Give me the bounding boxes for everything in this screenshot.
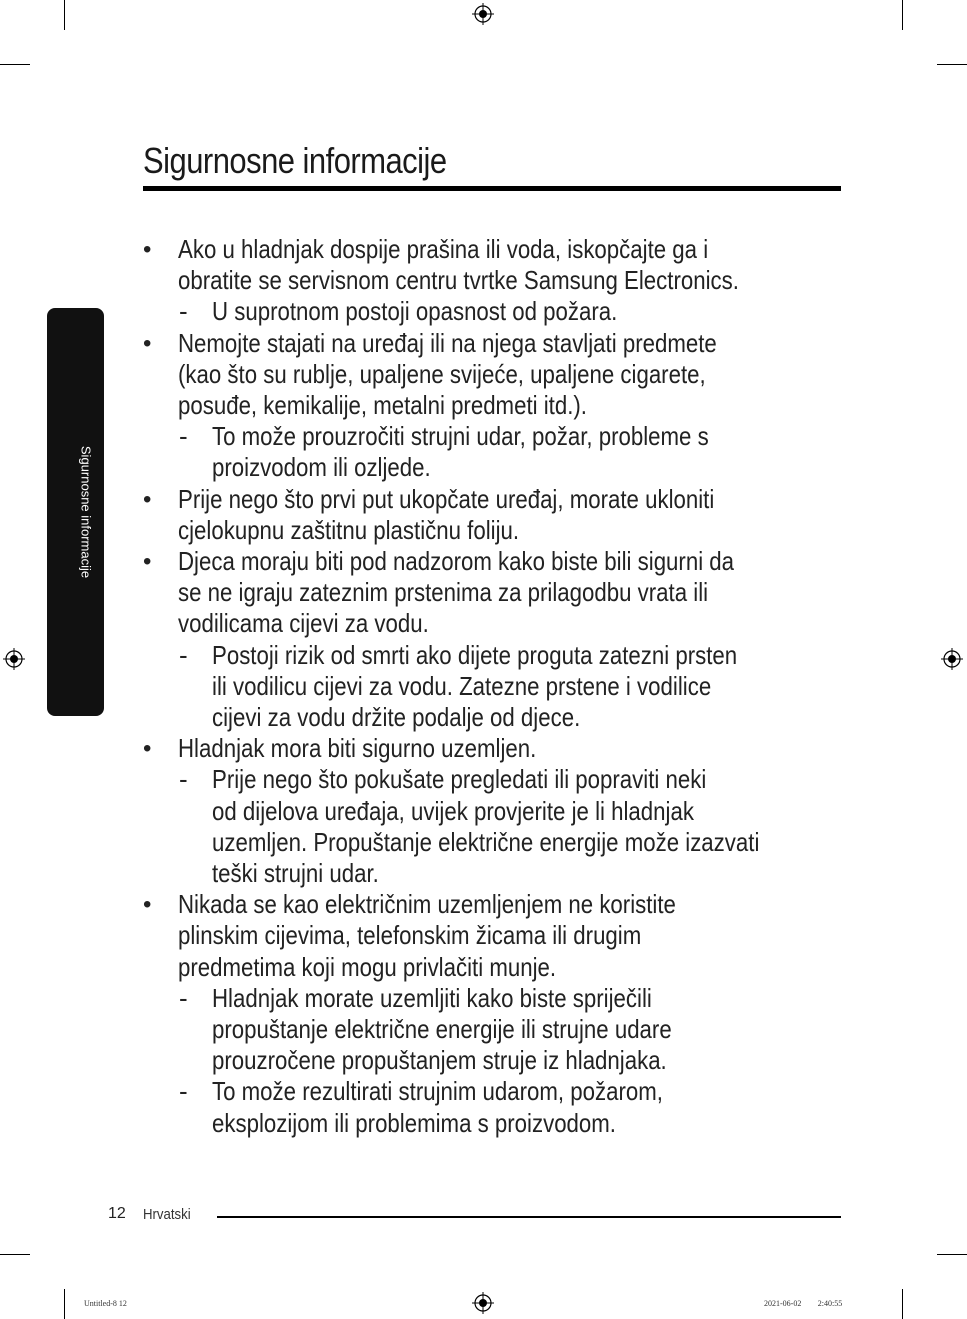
safety-list [143, 234, 883, 1139]
dash-mark: - [179, 1076, 188, 1107]
text-line: predmetima koji mogu privlačiti munje. [178, 951, 557, 982]
text-line: Ako u hladnjak dospije prašina ili voda, iskopčajte ga i [178, 234, 709, 264]
crop-mark [937, 1254, 967, 1255]
text-line: To može prouzročiti strujni udar, požar, probleme s [212, 421, 709, 452]
text-line: prouzročene propuštanjem struje iz hladnjaka. [212, 1045, 667, 1076]
text-line: plinskim cijevima, telefonskim žicama ili drugim [178, 920, 642, 951]
page-title: Sigurnosne informacije [143, 140, 447, 181]
text-line: cijevi za vodu držite podalje od djece. [212, 702, 581, 733]
sub-item [143, 764, 883, 889]
text-line: Hladnjak morate uzemljiti kako biste spriječili [212, 982, 652, 1013]
dash-mark: - [179, 764, 188, 795]
text-line: (kao što su rublje, upaljene svijeće, upaljene cigarete, [178, 358, 706, 389]
bullet-mark: • [143, 891, 152, 919]
dash-mark: - [179, 639, 188, 670]
text-line: propuštanje električne energije ili strujne udare [212, 1014, 672, 1045]
title-divider [143, 186, 841, 191]
bullet-mark: • [143, 735, 152, 763]
registration-mark-icon [472, 1292, 494, 1314]
sub-item [143, 983, 883, 1077]
print-info-left: Untitled-8 12 [84, 1299, 127, 1308]
bullet-item [143, 733, 883, 764]
text-line: posuđe, kemikalije, metalni predmeti itd.). [178, 390, 587, 421]
text-line: teški strujni udar. [212, 858, 379, 889]
registration-mark-icon [472, 3, 494, 25]
text-line: vodilicama cijevi za vodu. [178, 608, 429, 639]
crop-mark [902, 1289, 903, 1319]
bullet-item [143, 484, 883, 546]
crop-mark [0, 1254, 30, 1255]
sub-item [143, 296, 883, 327]
footer-language: Hrvatski [143, 1206, 191, 1223]
registration-mark-icon [941, 648, 963, 670]
bullet-item [143, 328, 883, 422]
crop-mark [64, 1289, 65, 1319]
page-number: 12 [108, 1205, 126, 1222]
bullet-item [143, 889, 883, 983]
text-line: obratite se servisnom centru tvrtke Samsung Electronics. [178, 265, 739, 296]
text-line: Nikada se kao električnim uzemljenjem ne koristite [178, 889, 676, 920]
text-line: To može rezultirati strujnim udarom, požarom, [212, 1076, 663, 1107]
text-line: Prije nego što prvi put ukopčate uređaj, morate ukloniti [178, 483, 715, 514]
print-info-right: 2021-06-02 ￿￿ 2:40:55 [764, 1299, 843, 1308]
bullet-item [143, 234, 883, 296]
sub-item [143, 1076, 883, 1138]
crop-mark [937, 64, 967, 65]
text-line: proizvodom ili ozljede. [212, 452, 431, 483]
dash-mark: - [179, 296, 188, 327]
dash-mark: - [179, 982, 188, 1013]
text-line: se ne igraju zateznim prstenima za prilagodbu vrata ili [178, 577, 709, 608]
text-line: Postoji rizik od smrti ako dijete proguta zatezni prsten [212, 639, 738, 670]
sub-item [143, 421, 883, 483]
bullet-item [143, 546, 883, 640]
text-line: Hladnjak mora biti sigurno uzemljen. [178, 733, 537, 764]
bullet-mark: • [143, 485, 152, 513]
footer-divider [217, 1216, 841, 1218]
bullet-mark: • [143, 236, 152, 263]
text-line: Prije nego što pokušate pregledati ili popraviti neki [212, 764, 707, 795]
bullet-mark: • [143, 329, 152, 357]
text-line: U suprotnom postoji opasnost od požara. [212, 296, 618, 327]
text-line: od dijelova uređaja, uvijek provjerite je li hladnjak [212, 795, 694, 826]
crop-mark [902, 0, 903, 30]
crop-mark [0, 64, 30, 65]
registration-mark-icon [3, 648, 25, 670]
text-line: eksplozijom ili problemima s proizvodom. [212, 1107, 616, 1138]
text-line: Djeca moraju biti pod nadzorom kako biste bili sigurni da [178, 546, 735, 577]
text-line: Nemojte stajati na uređaj ili na njega stavljati predmete [178, 327, 717, 358]
side-tab [47, 308, 104, 716]
side-tab-label: Sigurnosne informacije [78, 445, 94, 579]
bullet-mark: • [143, 548, 152, 576]
text-line: cjelokupnu zaštitnu plastičnu foliju. [178, 514, 520, 545]
text-line: uzemljen. Propuštanje električne energije može izazvati [212, 826, 760, 857]
sub-item [143, 640, 883, 734]
text-line: ili vodilicu cijevi za vodu. Zatezne prstene i vodilice [212, 670, 712, 701]
dash-mark: - [179, 421, 188, 452]
crop-mark [64, 0, 65, 30]
